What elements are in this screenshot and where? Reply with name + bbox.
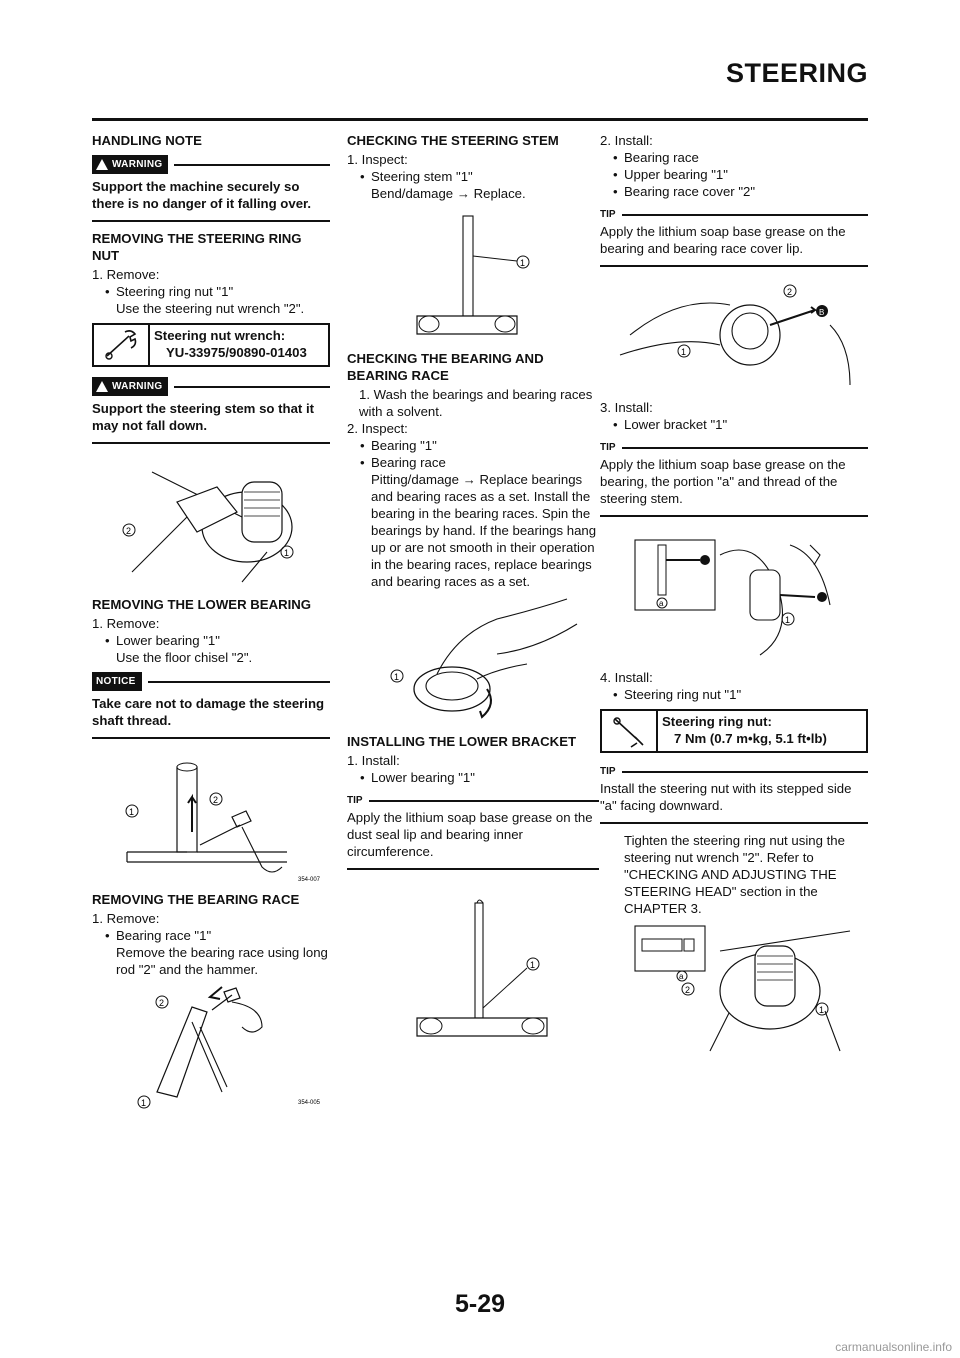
column-left (92, 132, 330, 1116)
bullet-item: • Bearing race (347, 454, 599, 471)
bullet-item: • Steering ring nut "1" (92, 283, 330, 300)
tip-label: TIP (347, 795, 363, 806)
figure-bearing-race-removal (92, 982, 328, 1112)
svg-text:1: 1 (681, 347, 687, 357)
svg-text:a: a (679, 972, 684, 981)
column-right (600, 132, 868, 1060)
sub-text: Remove the bearing race using long rod "2" and the hammer. (116, 945, 328, 977)
figure-floor-chisel (92, 747, 328, 887)
warning-badge: WARNING (92, 377, 168, 396)
section-title-lower-bearing: REMOVING THE LOWER BEARING (92, 597, 312, 612)
step-install: 3. Install: (600, 400, 653, 415)
torque-label: Steering ring nut: (662, 714, 772, 729)
svg-text:2: 2 (213, 795, 219, 805)
tip-box-3 (600, 439, 868, 517)
bullet-item: • Bearing race cover "2" (600, 183, 868, 200)
section-title-bearing-check: CHECKING THE BEARING AND BEARING RACE (347, 351, 544, 383)
step-install: 1. Install: (347, 753, 400, 768)
svg-text:354-007: 354-007 (298, 877, 321, 883)
svg-text:a: a (659, 599, 664, 608)
section-title-handling: HANDLING NOTE (92, 133, 202, 148)
step-remove: 1. Remove: (92, 267, 160, 282)
svg-text:1: 1 (520, 258, 526, 268)
svg-text:B: B (819, 308, 825, 317)
tip-box-2 (600, 206, 868, 267)
svg-text:1: 1 (785, 615, 791, 625)
special-tool-box (92, 323, 330, 367)
step-install: 2. Install: (600, 133, 653, 148)
column-middle (347, 132, 599, 1052)
section-title-install-lower: INSTALLING THE LOWER BRACKET (347, 734, 577, 749)
tip-text-2: Apply the lithium soap base grease on the bearing and bearing race cover lip. (600, 224, 846, 256)
svg-text:2: 2 (787, 287, 793, 297)
bullet-item: • Lower bracket "1" (600, 416, 868, 433)
svg-text:354-005: 354-005 (298, 1100, 321, 1106)
tip-box-1 (347, 792, 599, 870)
bullet-item: • Bearing "1" (347, 437, 599, 454)
tip-text-1: Apply the lithium soap base grease on the dust seal lip and bearing inner circumference. (347, 810, 593, 859)
wrench-icon (94, 325, 150, 365)
step-inspect: 1. Inspect: (347, 152, 408, 167)
tip-box-4 (600, 763, 868, 824)
tip-label: TIP (600, 442, 616, 453)
step-remove: 1. Remove: (92, 616, 160, 631)
tip-label: TIP (600, 766, 616, 777)
svg-text:1: 1 (530, 960, 536, 970)
bullet-item: • Steering ring nut "1" (600, 686, 868, 703)
bullet-item: • Bearing race (600, 149, 868, 166)
section-title-bearing-race: REMOVING THE BEARING RACE (92, 892, 300, 907)
sub-text: Pitting/damage → Replace bearings and bearing races as a set. Install the bearing in the bearing races. Spin the bearings by hand. If the bearings hang up or are not smooth in their operation in the bearing races, replace bearings and bearing races as a set. (371, 472, 597, 589)
warning-text-1: Support the machine securely so there is no danger of it falling over. (92, 179, 312, 211)
page-number: 5-29 (454, 1290, 506, 1318)
svg-text:1: 1 (284, 548, 290, 558)
tool-value: YU-33975/90890-01403 (166, 345, 307, 360)
torque-box (600, 709, 868, 753)
svg-text:1: 1 (394, 672, 400, 682)
warning-triangle-icon (96, 381, 108, 392)
bullet-item: • Bearing race "1" (92, 927, 330, 944)
header-rule (92, 118, 868, 121)
warning-text-2: Support the steering stem so that it may not fall down. (92, 401, 315, 433)
figure-bearing-spin (347, 594, 597, 729)
svg-text:2: 2 (685, 985, 691, 995)
warning-box-1 (92, 155, 330, 222)
warning-badge: WARNING (92, 155, 168, 174)
step-remove: 1. Remove: (92, 911, 160, 926)
svg-text:2: 2 (126, 526, 132, 536)
bullet-item: • Lower bearing "1" (347, 769, 599, 786)
figure-lower-bracket-grease (600, 525, 866, 665)
svg-text:1: 1 (819, 1005, 825, 1015)
figure-lower-bracket (347, 878, 597, 1048)
sub-text: Use the steering nut wrench "2". (116, 301, 305, 316)
tip-text-4: Install the steering nut with its stepped side "a" facing downward. (600, 781, 852, 813)
instruction-text: Tighten the steering ring nut using the steering nut wrench "2". Refer to "CHECKING AND ADJUSTING THE STEERING HEAD" section in the CHAPTER 3. (624, 833, 845, 916)
section-title-ringnut: REMOVING THE STEERING RING NUT (92, 231, 302, 263)
svg-text:1: 1 (129, 807, 135, 817)
step-inspect: 2. Inspect: (347, 421, 408, 436)
bullet-item: • Upper bearing "1" (600, 166, 868, 183)
bullet-item: • Lower bearing "1" (92, 632, 330, 649)
warning-box-2 (92, 377, 330, 444)
tool-label: Steering nut wrench: (154, 328, 286, 343)
figure-steering-stem (347, 206, 597, 346)
torque-wrench-icon (602, 711, 658, 751)
svg-text:2: 2 (159, 998, 165, 1008)
tip-text-3: Apply the lithium soap base grease on the bearing, the portion "a" and thread of the steering stem. (600, 457, 846, 506)
figure-ring-nut-removal (92, 452, 328, 592)
sub-text: Bend/damage → Replace. (371, 186, 526, 201)
notice-text: Take care not to damage the steering shaft thread. (92, 696, 325, 728)
figure-ring-nut-install (600, 921, 866, 1056)
step-install: 4. Install: (600, 670, 653, 685)
torque-value: 7 Nm (0.7 m•kg, 5.1 ft•lb) (674, 731, 827, 746)
page-title: STEERING (725, 58, 868, 88)
bullet-item: • Steering stem "1" (347, 168, 599, 185)
notice-badge: NOTICE (92, 672, 142, 691)
svg-text:1: 1 (141, 1098, 147, 1108)
warning-triangle-icon (96, 159, 108, 170)
step-wash: 1. Wash the bearings and bearing races with a solvent. (359, 387, 593, 419)
figure-upper-bearing (600, 275, 866, 395)
watermark: carmanualsonline.info (835, 1340, 952, 1354)
section-title-stem: CHECKING THE STEERING STEM (347, 133, 559, 148)
notice-box (92, 672, 330, 739)
sub-text: Use the floor chisel "2". (116, 650, 253, 665)
tip-label: TIP (600, 209, 616, 220)
